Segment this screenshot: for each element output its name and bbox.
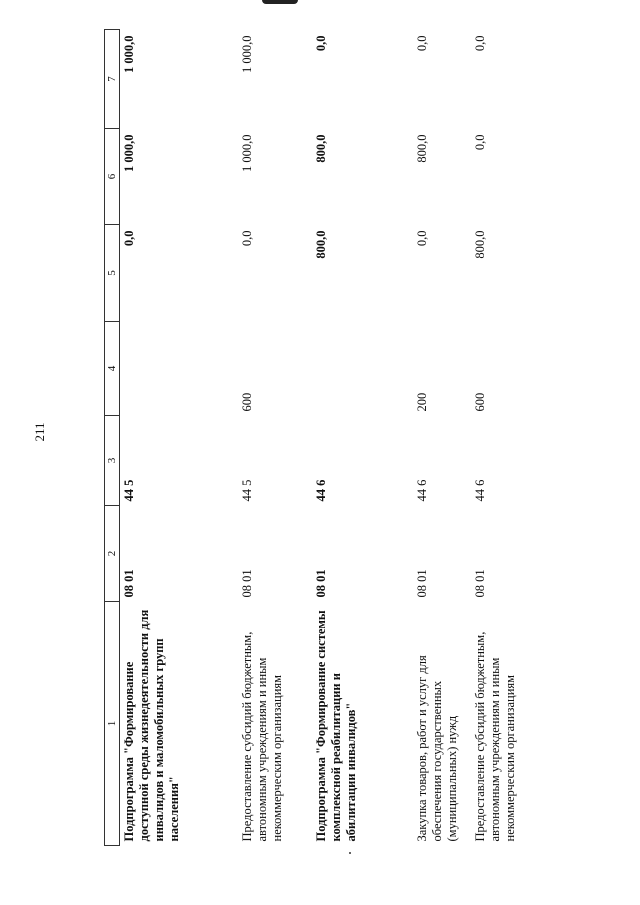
row-value-6: 0,0	[472, 134, 487, 151]
row-value-5: 800,0	[313, 230, 328, 259]
row-value-7: 0,0	[472, 35, 487, 52]
table-wrapper	[104, 30, 544, 846]
row-value-6: 800,0	[313, 134, 328, 163]
row-name: Предоставление субсидий бюджетным, автономным учреждениям и иным некоммерческим организациям	[239, 631, 284, 842]
row-program-code: 44 6	[414, 479, 429, 502]
row-program-code: 44 6	[313, 479, 328, 502]
table-row	[312, 30, 413, 846]
row-value-5: 0,0	[122, 230, 136, 247]
table-row	[120, 30, 238, 846]
row-program-code: 44 5	[239, 479, 254, 502]
row-section-code: 08 01	[472, 569, 487, 598]
scan-edge-mark	[262, 0, 298, 4]
header-col-2: 2	[105, 506, 120, 602]
row-value-5: 800,0	[472, 230, 487, 259]
row-name: Предоставление субсидий бюджетным, автономным учреждениям и иным некоммерческим организациям	[472, 631, 517, 842]
budget-table	[104, 29, 546, 846]
row-expense-type: 600	[239, 392, 254, 412]
rotated-table	[104, 30, 544, 846]
header-col-6: 6	[105, 129, 120, 225]
row-expense-type	[312, 322, 413, 416]
row-value-7: 1 000,0	[122, 35, 136, 73]
row-section-code: 08 01	[122, 569, 136, 598]
row-expense-type	[120, 322, 238, 416]
row-value-5: 0,0	[239, 230, 254, 247]
row-value-7: 0,0	[414, 35, 429, 52]
table-row	[471, 30, 546, 846]
header-col-5: 5	[105, 225, 120, 322]
row-name: Закупка товаров, работ и услуг для обеспечения государственных (муниципальных) нужд	[414, 655, 459, 842]
row-expense-type: 600	[472, 392, 487, 412]
scan-dot	[349, 852, 351, 854]
row-value-7: 1 000,0	[239, 35, 254, 73]
row-name: Подпрограмма "Формирование доступной среды жизнедеятельности для инвалидов и маломобильных групп населения"	[122, 609, 181, 842]
row-program-code: 44 6	[472, 479, 487, 502]
header-col-3: 3	[105, 416, 120, 506]
row-section-code: 08 01	[313, 569, 328, 598]
row-value-5: 0,0	[414, 230, 429, 247]
header-col-4: 4	[105, 322, 120, 416]
header-row	[105, 30, 120, 846]
row-value-7: 0,0	[313, 35, 328, 52]
row-value-6: 1 000,0	[239, 134, 254, 172]
header-col-7: 7	[105, 30, 120, 129]
table-row	[238, 30, 312, 846]
row-program-code: 44 5	[122, 479, 136, 502]
row-section-code: 08 01	[414, 569, 429, 598]
row-name: Подпрограмма "Формирование системы комплексной реабилитации и абилитации инвалидов"	[313, 610, 358, 842]
row-value-6: 1 000,0	[122, 134, 136, 172]
row-value-6: 800,0	[414, 134, 429, 163]
row-expense-type: 200	[414, 392, 429, 412]
table-row	[413, 30, 471, 846]
header-col-1: 1	[105, 602, 120, 846]
page-number: 211	[32, 422, 47, 442]
row-section-code: 08 01	[239, 569, 254, 598]
